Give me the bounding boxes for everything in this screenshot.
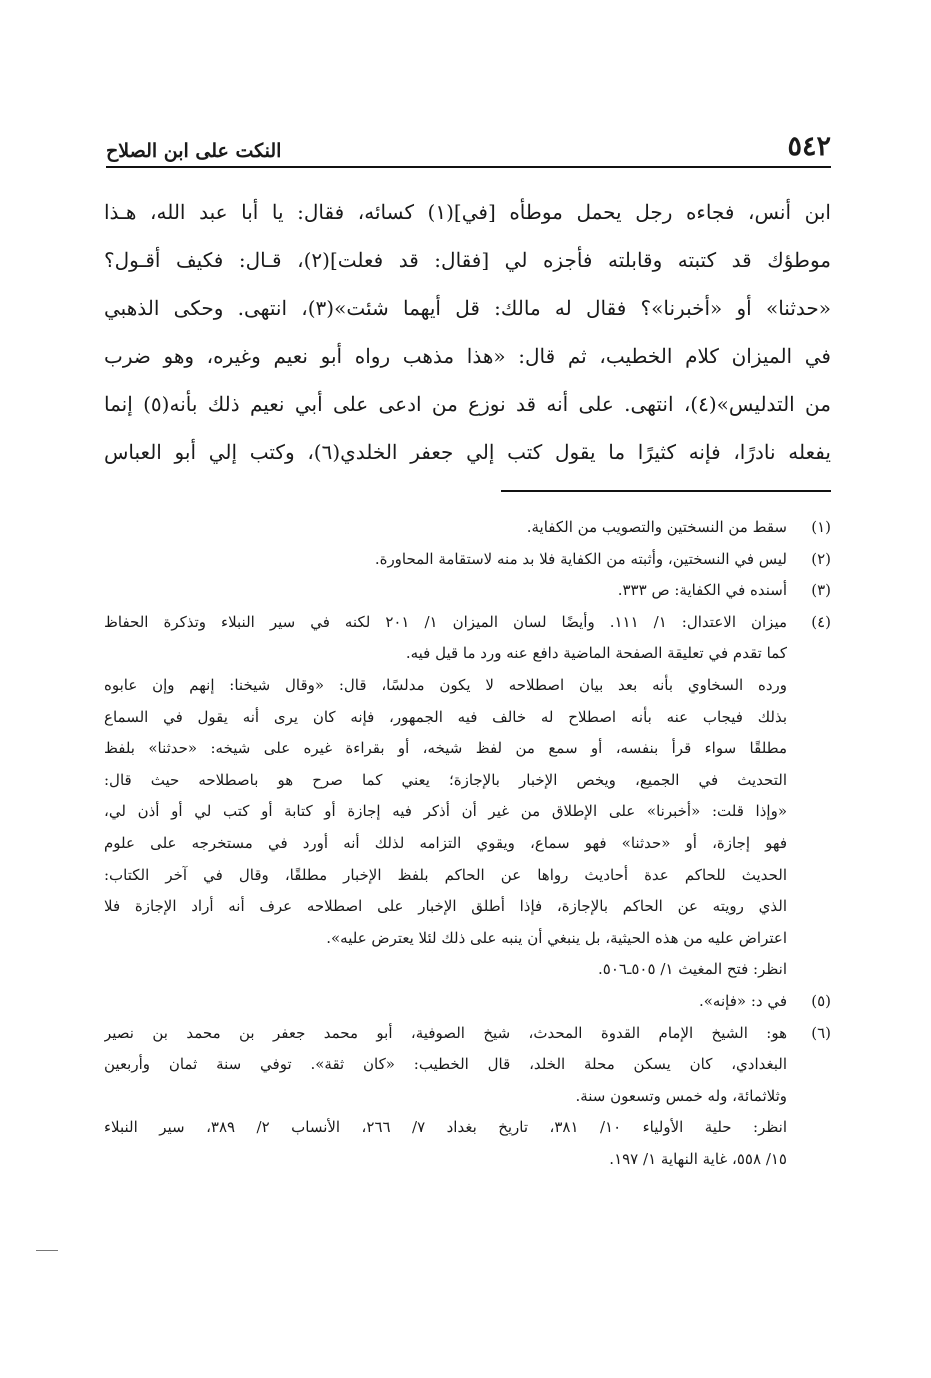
footnote-line: ليس في النسختين، وأثبته من الكفاية فلا بد منه لاستقامة المحاورة. [374, 549, 787, 568]
footnote-line: سقط من النسختين والتصويب من الكفاية. [526, 518, 787, 536]
footnote-line: الذي رويته عن الحاكم بالإجازة، فإذا أطلق الإخبار على اصطلاحه عرف أنه أراد الإجازة فلا [104, 897, 787, 916]
footnote-3 [104, 575, 831, 607]
running-title: النكت على ابن الصلاح [106, 140, 282, 162]
footnote-line: الحديث للحاكم عدة أحاديث رواها عن الحاكم بلفظ الإخبار مطلقًا، وقال في آخر الكتاب: [104, 865, 787, 884]
main-text-line: موطؤك قد كتبته وقابلته فأجزه لي [فقال: قد فعلت](٢)، قـال: فكيف أقـول؟ [104, 248, 831, 272]
page-header [106, 118, 831, 168]
footnote-number: (٣) [811, 581, 831, 600]
margin-mark [36, 1250, 58, 1251]
footnote-line: اعتراض عليه من هذه الحيثية، بل ينبغي أن ينبه على ذلك لئلا يعترض عليه». [326, 928, 787, 947]
main-text-line: يفعله نادرًا، فإنه كثيرًا ما يقول كتب إلي جعفر الخلدي(٦)، وكتب إلي أبو العباس [104, 440, 831, 464]
main-text-line: في الميزان كلام الخطيب، ثم قال: «هذا مذهب رواه أبو نعيم وغيره، وهو ضرب [104, 344, 831, 368]
footnote-line: كما تقدم في تعليقة الصفحة الماضية دافع عنه ورد ما قيل فيه. [405, 644, 787, 663]
footnote-line: ١٥/ ٥٥٨، غاية النهاية ١/ ١٩٧. [609, 1149, 787, 1168]
footnote-separator [501, 490, 831, 492]
footnote-line: انظر: حلية الأولياء ١٠/ ٣٨١، تاريخ بغداد ٧/ ٢٦٦، الأنساب ٢/ ٣٨٩، سير النبلاء [104, 1118, 787, 1137]
footnote-1 [104, 512, 831, 544]
footnote-5 [104, 986, 831, 1018]
main-text-line: ابن أنس، فجاءه رجل يحمل موطأه [في](١) كسائه، فقال: يا أبا عبد الله، هـذا [104, 200, 831, 224]
footnote-line: «وإذا قلت: «أخبرنا» على الإطلاق من غير أن أذكر فيه إجازة أو كتابة أو كتب لي أو أذن لي، [104, 802, 787, 821]
main-text-line: من التدليس»(٤)، انتهى. على أنه قد نوزع من ادعى على أبي نعيم ذلك بأنه(٥) إنما [104, 392, 831, 416]
footnote-line: ورده السخاوي بأنه بعد بيان اصطلاحه لا يكون مدلسًا، قال: «وقال شيخنا: إنهم وإن عابوه [104, 675, 787, 694]
footnote-6 [104, 1018, 831, 1113]
footnote-line: البغدادي، كان يسكن محلة الخلد، قال الخطيب: «كان ثقة». توفي سنة ثمان وأربعين [104, 1055, 787, 1074]
footnote-2 [104, 544, 831, 576]
footnote-line: أسنده في الكفاية: ص ٣٣٣. [617, 581, 787, 600]
footnote-line: فهو إجازة، أو «حدثنا» فهو سماع، ويقوي التزامه لذلك أنه أورد في مستخرجه على علوم [104, 833, 787, 852]
footnote-4 [104, 607, 831, 670]
main-text-line: «حدثنا» أو «أخبرنا»؟ فقال له مالك: قل أيهما شئت»(٣)، انتهى. وحكى الذهبي [104, 296, 831, 320]
footnote-number: (٢) [811, 549, 831, 568]
main-text [104, 188, 831, 476]
footnote-number: (١) [811, 518, 831, 536]
footnote-line: في د: «فإنه». [698, 991, 787, 1010]
footnote-line: ميزان الاعتدال: ١/ ١١١. وأيضًا لسان الميزان ١/ ٢٠١ لكنه في سير النبلاء وتذكرة الحفاظ [104, 612, 787, 631]
footnotes [104, 512, 831, 1175]
footnote-line: هو: الشيخ الإمام القدوة المحدث، شيخ الصوفية، أبو محمد جعفر بن محمد بن نصير [104, 1023, 787, 1042]
footnote-number: (٥) [811, 991, 831, 1010]
footnote-line: التحديث في الجميع، ويخص الإخبار بالإجازة؛ يعني كما صرح هو باصطلاحه حيث قال: [104, 770, 787, 789]
footnote-number: (٦) [811, 1023, 831, 1042]
footnote-line: بذلك فيجاب عنه بأنه اصطلاح له خالف فيه الجمهور، فإنه كان يرى أنه يقول في السماع [104, 707, 787, 726]
footnote-6-continuation [104, 1112, 831, 1175]
page-number: ٥٤٢ [787, 131, 831, 162]
footnote-4-continuation [104, 670, 831, 986]
footnote-number: (٤) [811, 612, 831, 631]
footnote-reference: انظر: فتح المغيث ١/ ٥٠٥ـ٥٠٦. [598, 960, 787, 979]
footnote-line: مطلقًا سواء قرأ بنفسه، أو سمع من لفظ شيخه، أو بقراءة غيره على شيخه: «حدثنا» بلفظ [104, 739, 787, 758]
footnote-line: وثلاثمائة، وله خمس وتسعون سنة. [575, 1086, 787, 1105]
